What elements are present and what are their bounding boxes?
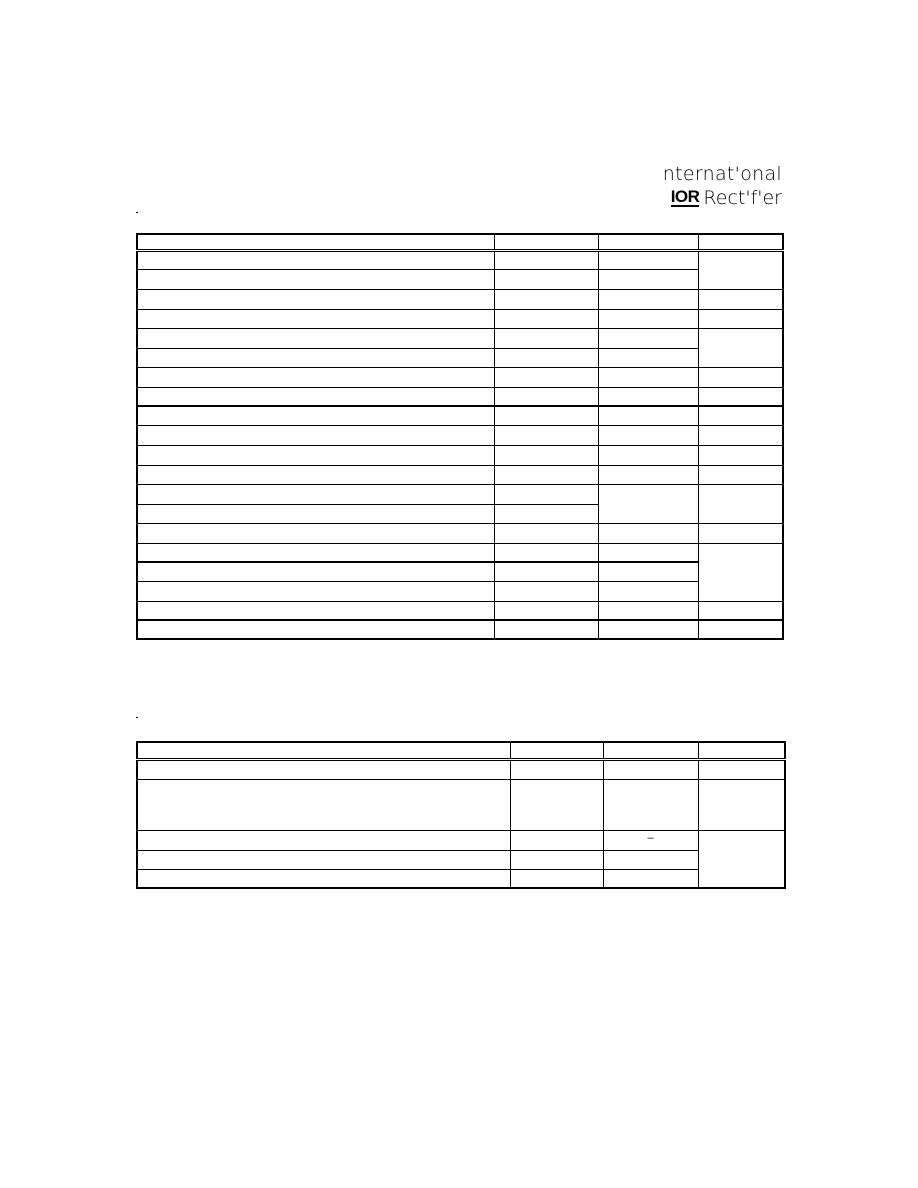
- table-row: [137, 484, 783, 504]
- table-cell: [603, 759, 698, 779]
- international-rectifier-logo: [663, 163, 782, 209]
- table-cell: [137, 620, 494, 639]
- table-cell: [137, 367, 494, 387]
- table-cell: [603, 830, 698, 850]
- table-cell: [137, 406, 494, 425]
- dash-mark: –: [647, 831, 654, 844]
- table-cell: [598, 445, 698, 465]
- table-cell: [698, 484, 783, 523]
- table-cell: [494, 543, 598, 562]
- table-cell: [494, 387, 598, 406]
- table-cell: [494, 289, 598, 309]
- table-cell: [698, 406, 783, 425]
- table-cell: [598, 269, 698, 289]
- table-row: [137, 289, 783, 309]
- section-marker-1: [136, 212, 138, 213]
- table-cell: [494, 523, 598, 543]
- table-cell: [698, 387, 783, 406]
- table-cell: [510, 869, 603, 888]
- table-cell: [698, 425, 783, 445]
- table-cell: [598, 601, 698, 620]
- table-cell: [494, 309, 598, 328]
- table-cell: [137, 289, 494, 309]
- table-cell: [137, 504, 494, 523]
- table-cell: [137, 387, 494, 406]
- table-cell: [698, 830, 785, 888]
- table-header-row: [137, 234, 783, 250]
- logo-rectifier-text: Rect'f'er: [703, 187, 782, 209]
- logo-international-text: nternat'onal: [662, 163, 782, 185]
- header-cell-units: [698, 742, 785, 759]
- absolute-maximum-ratings-table: [136, 233, 784, 640]
- table-cell: [598, 425, 698, 445]
- table-row: [137, 328, 783, 348]
- table-cell: [137, 250, 494, 269]
- table-cell: [494, 250, 598, 269]
- table-row: [137, 269, 783, 289]
- ior-logo-mark: IOR: [670, 187, 700, 206]
- table-cell: [598, 406, 698, 425]
- table-cell: [137, 465, 494, 484]
- table-cell: [494, 328, 598, 348]
- table-cell: [598, 387, 698, 406]
- table-cell: [603, 779, 698, 830]
- table-row: [137, 759, 785, 779]
- table-cell: [137, 309, 494, 328]
- table-cell: [598, 484, 698, 523]
- table-cell: [698, 543, 783, 601]
- table-cell: [698, 601, 783, 620]
- header-cell-max: [603, 742, 698, 759]
- table-cell: [698, 367, 783, 387]
- header-cell-parameter: [137, 742, 510, 759]
- table-row: [137, 850, 785, 869]
- table-cell: [137, 779, 510, 830]
- table-cell: [494, 601, 598, 620]
- table-cell: [494, 581, 598, 601]
- table-cell: [603, 850, 698, 869]
- header-cell-typ: [510, 742, 603, 759]
- table-cell: [510, 779, 603, 830]
- table-cell: [598, 581, 698, 601]
- table-cell: [494, 348, 598, 367]
- table-cell: [137, 869, 510, 888]
- table-cell: [137, 830, 510, 850]
- table-cell: [494, 445, 598, 465]
- table-cell: [137, 348, 494, 367]
- table-cell: [603, 869, 698, 888]
- table-row: [137, 562, 783, 581]
- table-cell: [698, 328, 783, 367]
- table-cell: [137, 269, 494, 289]
- table-cell: [598, 348, 698, 367]
- table-row: [137, 367, 783, 387]
- table-row: [137, 465, 783, 484]
- table-row: [137, 523, 783, 543]
- section-marker-2: [136, 717, 138, 718]
- table-cell: [698, 523, 783, 543]
- table-cell: [598, 250, 698, 269]
- table-cell: [494, 406, 598, 425]
- table-cell: [137, 484, 494, 504]
- table-cell: [137, 850, 510, 869]
- table-row: [137, 387, 783, 406]
- table-cell: [598, 465, 698, 484]
- table-row: [137, 581, 783, 601]
- table-row: [137, 406, 783, 425]
- table-cell: [598, 367, 698, 387]
- header-cell-parameter: [137, 234, 494, 250]
- table-row: [137, 869, 785, 888]
- table-cell: [698, 289, 783, 309]
- table-cell: [698, 465, 783, 484]
- table-cell: [137, 445, 494, 465]
- table-cell: [698, 309, 783, 328]
- table-cell: [137, 759, 510, 779]
- table-row: [137, 250, 783, 269]
- table-cell: [598, 289, 698, 309]
- table-cell: [494, 484, 598, 504]
- table-cell: [598, 543, 698, 562]
- logo-rectifier-row: [663, 187, 782, 209]
- table-cell: [494, 269, 598, 289]
- table-cell: [698, 250, 783, 289]
- table-cell: [137, 328, 494, 348]
- table-cell: [698, 620, 783, 639]
- table-cell: [137, 562, 494, 581]
- table-cell: [137, 543, 494, 562]
- table-cell: [698, 779, 785, 830]
- table-cell: [137, 425, 494, 445]
- table-cell: [137, 523, 494, 543]
- table-row: [137, 348, 783, 367]
- table-row: [137, 309, 783, 328]
- table-cell: [598, 620, 698, 639]
- table-cell: [510, 830, 603, 850]
- table-cell: [598, 562, 698, 581]
- table-cell: [494, 425, 598, 445]
- table-cell: [598, 523, 698, 543]
- table-cell: [698, 759, 785, 779]
- table-row: [137, 830, 785, 850]
- table-row: [137, 425, 783, 445]
- table-row: [137, 620, 783, 639]
- table-cell: [494, 465, 598, 484]
- header-cell-value: [598, 234, 698, 250]
- table-row: [137, 543, 783, 562]
- table-cell: [510, 759, 603, 779]
- thermal-resistance-table: [136, 741, 786, 889]
- table-cell: [494, 367, 598, 387]
- table-cell: [494, 620, 598, 639]
- table-cell: [494, 562, 598, 581]
- table-row: [137, 779, 785, 830]
- table-cell: [698, 445, 783, 465]
- table-cell: [510, 850, 603, 869]
- header-cell-symbol: [494, 234, 598, 250]
- table-row: [137, 445, 783, 465]
- table-cell: [494, 504, 598, 523]
- table-row: [137, 601, 783, 620]
- table-cell: [598, 328, 698, 348]
- table-cell: [598, 309, 698, 328]
- table-header-row: [137, 742, 785, 759]
- table-cell: [137, 601, 494, 620]
- header-cell-units: [698, 234, 783, 250]
- table-cell: [137, 581, 494, 601]
